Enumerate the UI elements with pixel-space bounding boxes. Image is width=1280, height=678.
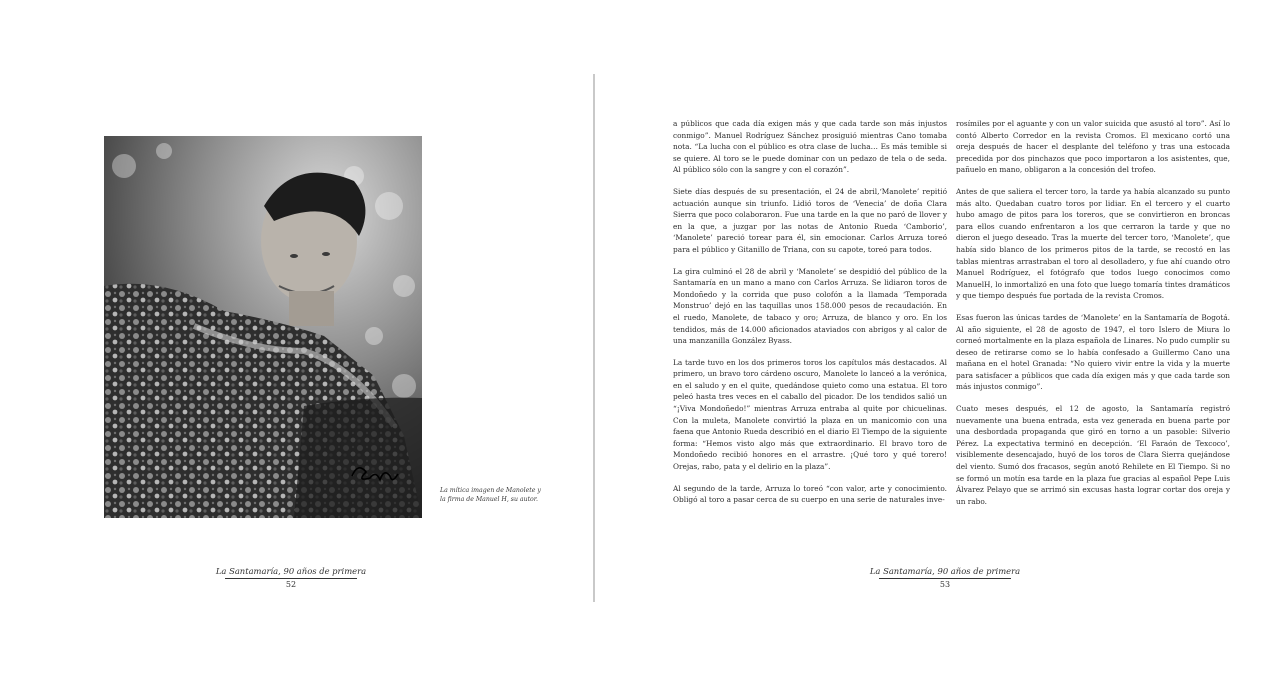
paragraph: Siete días después de su presentación, el 24 de abril,‘Manolete’ repitió actuación aunque sin triunfo. Lidió toros de ‘Venecia’ de doña Clara Sierra que poco colaboraron. Fue una tarde en la que no paró de llover y en la que, a juzgar por las notas de Antonio Rueda ‘Camborio’, ‘Manolete’ pareció torear para él, sin emocionar. Carlos Arruza toreó para el público y Gitanillo de Triana, con su capote, toreó para todos.	[673, 186, 947, 254]
paragraph: Esas fueron las únicas tardes de ‘Manolete’ en la Santamaría de Bogotá. Al año siguiente, el 28 de agosto de 1947, el toro Islero de Miura lo corneó mortalmente en la plaza española de Linares. No pudo cumplir su deseo de retirarse como se lo había confesado a Guillermo Cano una mañana en el hotel Granada: “No quiero vivir entre la vida y la muerte para satisfacer a públicos que cada día exigen más y que cada tarde son más injustos conmigo”.	[956, 312, 1230, 392]
caption-line: la firma de Manuel H, su autor.	[440, 496, 539, 503]
photo-caption	[440, 486, 568, 504]
bullfighter-photo	[104, 136, 422, 518]
photo-illustration	[104, 136, 422, 518]
text-column-right	[956, 118, 1230, 517]
caption-line: La mítica imagen de Manolete y	[440, 487, 541, 494]
paragraph: La tarde tuvo en los dos primeros toros los capítulos más destacados. Al primero, un bravo toro cárdeno oscuro, Manolete lo lanceó a la verónica, en el saludo y en el quite, quedándose quieto como una estatua. El toro peleó hasta tres veces en el caballo del picador. De los tendidos salió un “¡Viva Mondoñedo!” mientras Arruza entraba al quite por chicuelinas. Con la muleta, Manolete convirtió la plaza en un manicomio con una faena que Antonio Rueda describió en el diario El Tiempo de la siguiente forma: “Hemos visto algo más que extraordinario. El bravo toro de Mondoñedo recibió honores en el arrastre. ¡Qué toro y qué torero! Orejas, rabo, pata y el delirio en la plaza”.	[673, 357, 947, 472]
text-column-left	[673, 118, 947, 516]
right-page-footer	[845, 566, 1045, 590]
left-page-footer	[191, 566, 391, 590]
paragraph: Antes de que saliera el tercer toro, la tarde ya había alcanzado su punto más alto. Quedaban cuatro toros por lidiar. En el tercero y el cuarto hubo amago de pitos para los toreros, que se convirtieron en broncas para ellos cuando enfrentaron a los que cerraron la tarde y que no dieron el juego deseado. Tras la muerte del tercer toro, ‘Manolete’, que había sido blanco de los primeros pitos de la tarde, se recostó en las tablas mientras arrastraban el toro al desolladero, y fue ahí cuando otro Manuel Rodríguez, el fotógrafo que todos luego conocimos como ManuelH, lo inmortalizó en una foto que luego tomaría tintes dramáticos y que tiempo después fue portada de la revista Cromos.	[956, 186, 1230, 301]
footer-title: La Santamaría, 90 años de primera	[869, 566, 1021, 576]
paragraph: Al segundo de la tarde, Arruza lo toreó “con valor, arte y conocimiento. Obligó al toro a pasar cerca de su cuerpo en una serie de naturales inve-	[673, 483, 947, 505]
paragraph: a públicos que cada día exigen más y que cada tarde son más injustos conmigo”. Manuel Rodríguez Sánchez prosiguió mientras Cano tomaba nota. “La lucha con el público es otra clase de lucha… Es más temible si se quiere. Al toro se le puede dominar con un pedazo de tela o de seda. Al público sólo con la sangre y con el corazón”.	[673, 119, 947, 175]
paragraph: rosímiles por el aguante y con un valor suicida que asustó al toro”. Así lo contó Alberto Corredor en la revista Cromos. El mexicano cortó una oreja después de hacer el desplante del teléfono y tras una estocada precedida por dos pinchazos que poco importaron a los asistentes, que, pañuelo en mano, obligaron a la concesión del trofeo.	[956, 119, 1230, 175]
footer-title: La Santamaría, 90 años de primera	[215, 566, 367, 576]
page-number: 52	[285, 580, 297, 589]
paragraph: La gira culminó el 28 de abril y ‘Manolete’ se despidió del público de la Santamaría en un mano a mano con Carlos Arruza. Se lidiaron toros de Mondoñedo y la corrida que puso colofón a la llamada ‘Temporada Monstruo’ dejó en las taquillas unos 158.000 pesos de recaudación. En el ruedo, Manolete, de tabaco y oro; Arruza, de blanco y oro. En los tendidos, más de 14.000 aficionados ataviados con abrigos y al calor de una manzanilla González Byass.	[673, 266, 947, 346]
page-number: 53	[939, 580, 951, 589]
page-gutter	[593, 74, 595, 602]
paragraph: Cuato meses después, el 12 de agosto, la Santamaría registró nuevamente una buena entrada, esta vez generada en buena parte por una desbordada propaganda que giró en torno a un pasoble: Silverio Pérez. La expectativa terminó en decepción. ‘El Faraón de Texcoco’, visiblemente desencajado, huyó de los toros de Clara Sierra quejándose del viento. Sumó dos fracasos, según anotó Rehilete en El Tiempo. Si no se formó un motín esa tarde en la plaza fue gracias al español Pepe Luis Álvarez Pelayo que se arrimó sin excusas hasta lograr cortar dos oreja y un rabo.	[956, 404, 1230, 506]
